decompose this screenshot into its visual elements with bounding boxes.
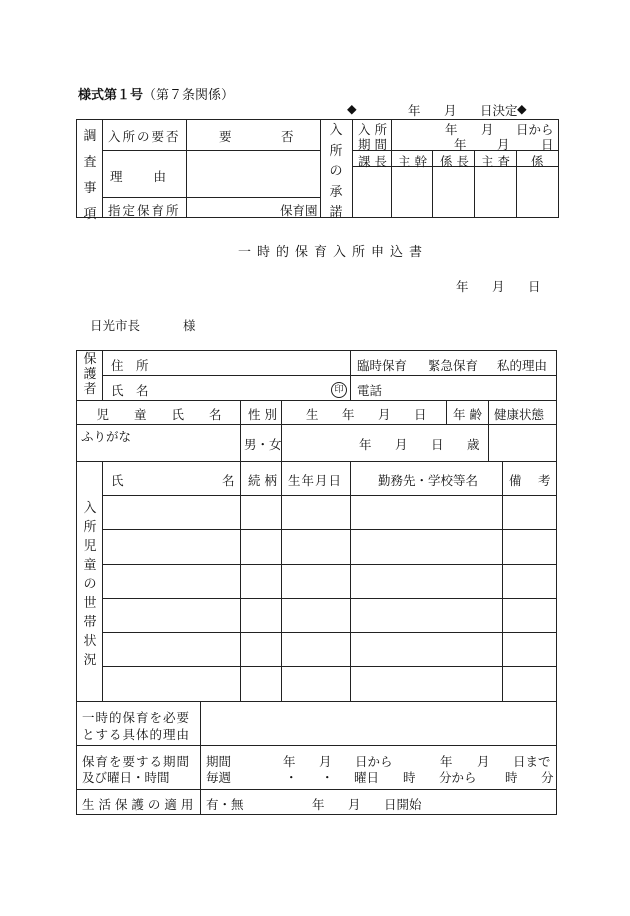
period-start-day: 日から	[355, 754, 393, 769]
approval-period-end-month: 月	[497, 137, 510, 152]
seal-mark: 印	[331, 382, 347, 398]
welfare-label: 生 活 保 護 の 適 用	[82, 797, 194, 812]
date-day: 日	[528, 279, 541, 294]
child-birth-day: 日	[431, 437, 444, 452]
addressee-name: 日光市長	[90, 318, 141, 333]
period-end-day: 日まで	[513, 754, 551, 769]
child-name-header: 児 童 氏 名	[96, 407, 222, 422]
child-birth-header-year: 年	[342, 407, 355, 422]
child-birth-year: 年	[359, 437, 372, 452]
period-end-month: 月	[477, 754, 490, 769]
form-number: 様式第１号	[78, 88, 144, 103]
household-note-header-b: 考	[538, 473, 551, 488]
reason-private[interactable]: 私的理由	[497, 358, 548, 373]
approval-vertical-label: 入所の承諾	[329, 123, 343, 220]
weekday-label: 曜日	[354, 770, 380, 785]
date-year: 年	[456, 279, 469, 294]
period-end-year: 年	[440, 754, 453, 769]
stamp-header-senior-staff: 主 査	[481, 154, 510, 169]
document-title: 一時的保育入所申込書	[238, 245, 429, 260]
reason-emergency-care[interactable]: 緊急保育	[428, 358, 479, 373]
household-note-header-a: 備	[509, 473, 522, 488]
time-end-minute: 分	[541, 770, 554, 785]
child-sex-header: 性 別	[248, 407, 277, 422]
approval-period-start-day: 日から	[516, 122, 554, 137]
household-birth-header: 生年月日	[288, 473, 343, 488]
decision-day: 日決定	[480, 103, 518, 118]
reason-temporary-care[interactable]: 臨時保育	[357, 358, 408, 373]
guardian-seal	[331, 380, 347, 398]
child-health-header: 健康状態	[494, 407, 545, 422]
guardian-phone-label: 電話	[357, 383, 383, 398]
weekday-separator-2: ・	[321, 770, 334, 785]
addressee-honorific: 様	[183, 318, 196, 333]
period-start-year: 年	[283, 754, 296, 769]
stamp-header-staff: 係	[531, 154, 544, 169]
approval-period-end-year: 年	[454, 137, 467, 152]
decision-mark-right: ◆	[517, 101, 527, 116]
time-start-minute: 分から	[439, 770, 477, 785]
review-vertical-label: 調査事項	[83, 129, 97, 222]
approval-period-end-day: 日	[541, 137, 554, 152]
guardian-name-label: 氏 名	[111, 383, 149, 398]
decision-month: 月	[444, 103, 457, 118]
child-age-header: 年 齢	[453, 407, 482, 422]
specific-reason-label-1: 一時的保育を必要	[82, 710, 191, 725]
stamp-header-subsection-chief: 係 長	[440, 154, 469, 169]
household-name-header-b: 名	[222, 473, 235, 488]
household-name-header-a: 氏	[111, 473, 124, 488]
need-label: 入所の要否	[108, 129, 181, 144]
date-month: 月	[492, 279, 505, 294]
specific-reason-label-2: とする具体的理由	[82, 727, 191, 742]
care-period-label-2: 及び曜日・時間	[82, 770, 170, 785]
time-start-hour: 時	[403, 770, 416, 785]
child-birth-header-month: 月	[378, 407, 391, 422]
period-start-month: 月	[319, 754, 332, 769]
child-birth-month: 月	[395, 437, 408, 452]
approval-period-start-year: 年	[445, 122, 458, 137]
care-period-label-1: 保育を要する期間	[82, 754, 191, 769]
welfare-start-day: 日開始	[384, 797, 422, 812]
need-yes[interactable]: 要	[219, 129, 232, 144]
approval-period-start-month: 月	[481, 122, 494, 137]
household-work-header: 勤務先・学校等名	[378, 473, 479, 488]
period-label: 期間	[206, 754, 232, 769]
stamp-header-chief-officer: 主 幹	[398, 154, 427, 169]
form-reference: （第７条関係）	[143, 88, 235, 103]
period-label-1: 入 所	[358, 122, 387, 137]
child-age-unit: 歳	[467, 437, 480, 452]
weekly-label: 毎週	[206, 770, 232, 785]
period-label-2: 期 間	[358, 137, 387, 152]
decision-year: 年	[408, 103, 421, 118]
household-vertical-label: 入所児童の世帯状況	[83, 501, 97, 668]
reason-label: 理 由	[110, 169, 169, 184]
welfare-options[interactable]: 有・無	[206, 797, 244, 812]
weekday-separator-1: ・	[285, 770, 298, 785]
designated-nursery-suffix: 保育園	[280, 203, 318, 218]
stamp-header-section-chief: 課 長	[358, 154, 387, 169]
furigana-label: ふりがな	[81, 429, 132, 444]
designated-nursery-label: 指定保育所	[108, 203, 181, 218]
welfare-month: 月	[348, 797, 361, 812]
guardian-vertical-label: 保護者	[83, 352, 97, 397]
child-birth-header-day: 日	[414, 407, 427, 422]
time-end-hour: 時	[505, 770, 518, 785]
need-no[interactable]: 否	[281, 129, 294, 144]
household-relation-header: 続 柄	[248, 473, 277, 488]
sex-options[interactable]: 男・女	[244, 437, 282, 452]
welfare-year: 年	[312, 797, 325, 812]
guardian-address-label: 住 所	[111, 358, 149, 373]
form-label	[78, 84, 234, 103]
child-birth-header-a: 生	[306, 407, 319, 422]
decision-mark-left: ◆	[347, 101, 357, 116]
